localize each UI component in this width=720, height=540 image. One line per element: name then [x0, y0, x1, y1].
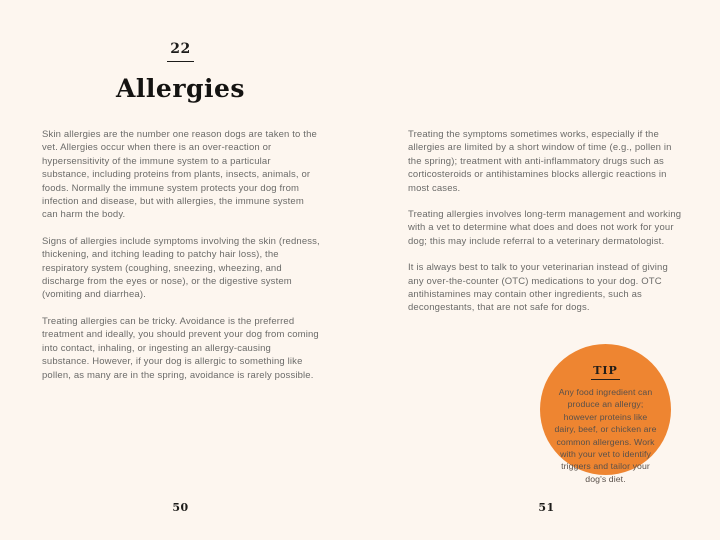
page-number-left: 50 [172, 501, 189, 514]
paragraph: It is always best to talk to your veterinarian instead of giving any over-the-counter (OTC) medications to your dog. OTC antihistamines may contain other ingredients, such as decongestants, that are not safe for dogs. [408, 262, 668, 314]
right-text-column [408, 128, 686, 328]
left-text-column [42, 128, 320, 395]
chapter-header [42, 40, 319, 103]
chapter-number: 22 [167, 41, 193, 62]
paragraph: Treating allergies can be tricky. Avoidance is the preferred treatment and ideally, you should prevent your dog from coming into contact, inhaling, or ingesting an allergy-causing substance. However, if your dog is allergic to something like pollen, as many are in the spring, avoidance is rarely possible. [42, 315, 319, 381]
paragraph: Signs of allergies include symptoms involving the skin (redness, thickening, and itching leading to patchy hair loss), the respiratory system (coughing, sneezing, wheezing, and discharge from the eyes or nose), or the digestive system (vomiting and diarrhea). [42, 235, 320, 301]
page-number-right: 51 [538, 501, 555, 514]
paragraph: Treating the symptoms sometimes works, especially if the allergies are limited by a short window of time (e.g., pollen in the spring); treatment with anti-inflammatory drugs such as corticosteroids or antihistamines blocks allergic reactions in most cases. [408, 129, 672, 194]
tip-text: Any food ingredient can produce an allergy; however proteins like dairy, beef, or chicken are common allergens. Work with your vet to identify triggers and tailor your dog's diet. [554, 387, 657, 484]
paragraph: Skin allergies are the number one reason dogs are taken to the vet. Allergies occur when there is an over-reaction or hypersensitivity of the immune system to a particular substance, including proteins from plants, insects, animals, or foods. Normally the immune system protects your dog from infection and disease, but with allergies, the immune system can harm the body. [42, 129, 317, 221]
paragraph: Treating allergies involves long-term management and working with a vet to determine what does and does not work for your dog; this may include referral to a veterinary dermatologist. [408, 209, 682, 247]
tip-label: TIP [591, 364, 620, 380]
tip-callout-circle [540, 344, 671, 484]
page-title: Allergies [116, 74, 245, 103]
